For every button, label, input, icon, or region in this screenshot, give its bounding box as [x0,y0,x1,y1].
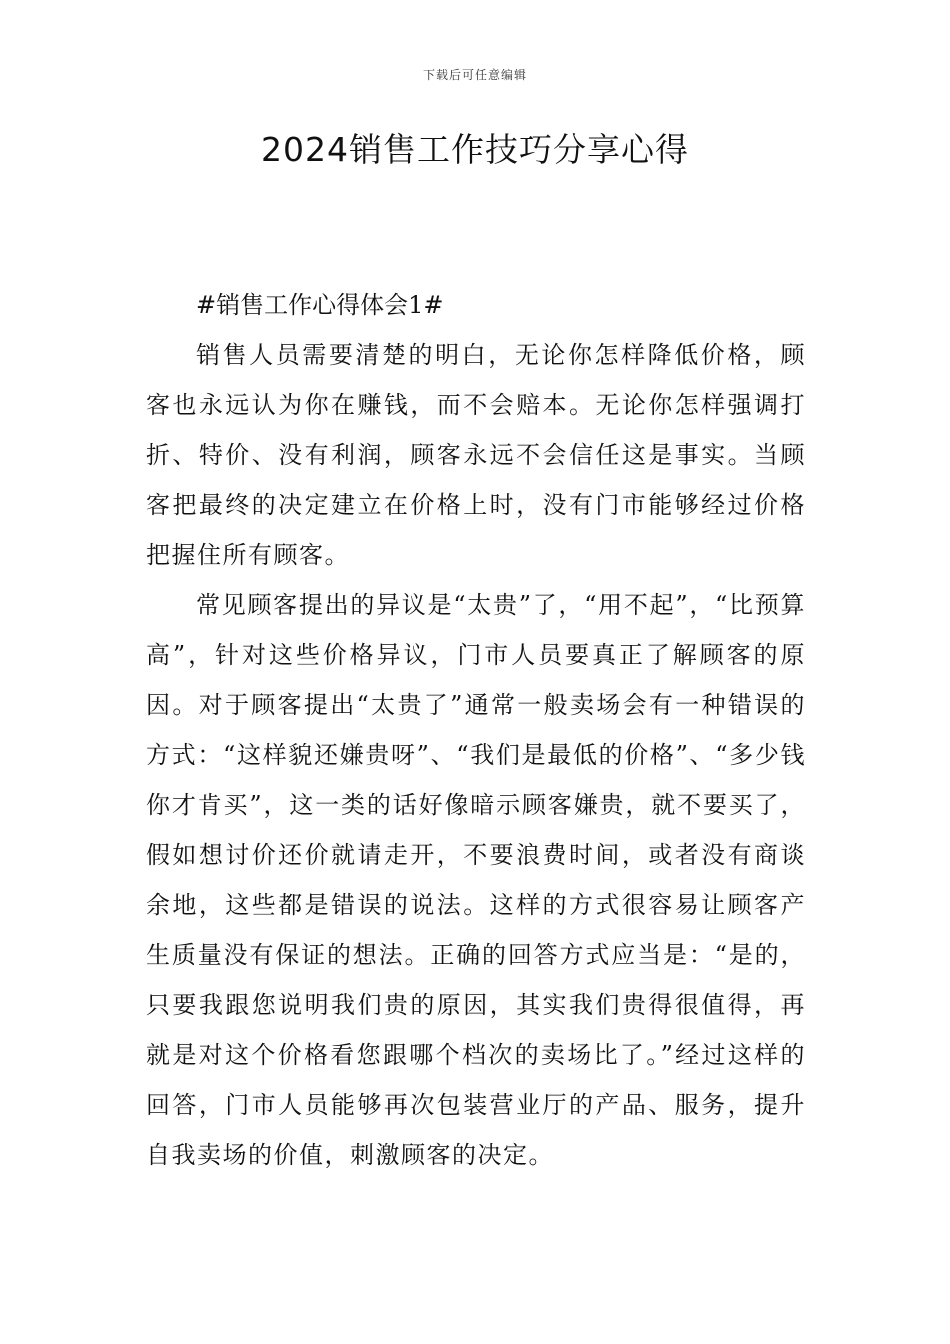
paragraph-2: 常见顾客提出的异议是“太贵”了，“用不起”，“比预算高”，针对这些价格异议，门市人员要真正了解顾客的原因。对于顾客提出“太贵了”通常一般卖场会有一种错误的方式：“这样貌还嫌贵呀”、“我们是最低的价格”、“多少钱你才肯买”，这一类的话好像暗示顾客嫌贵，就不要买了，假如想讨价还价就请走开，不要浪费时间，或者没有商谈余地，这些都是错误的说法。这样的方式很容易让顾客产生质量没有保证的想法。正确的回答方式应当是：“是的，只要我跟您说明我们贵的原因，其实我们贵得很值得，再就是对这个价格看您跟哪个档次的卖场比了。”经过这样的回答，门市人员能够再次包装营业厅的产品、服务，提升自我卖场的价值，刺激顾客的决定。 [146,591,806,1169]
document-body [146,280,806,1180]
document-title: 2024销售工作技巧分享心得 [261,130,689,169]
section-heading: #销售工作心得体会1# [196,291,444,319]
paragraph-1: 销售人员需要清楚的明白，无论你怎样降低价格，顾客也永远认为你在赚钱，而不会赔本。无论你怎样强调打折、特价、没有利润，顾客永远不会信任这是事实。当顾客把最终的决定建立在价格上时，没有门市能够经过价格把握住所有顾客。 [146,341,806,569]
header-note: 下载后可任意编辑 [422,68,527,82]
